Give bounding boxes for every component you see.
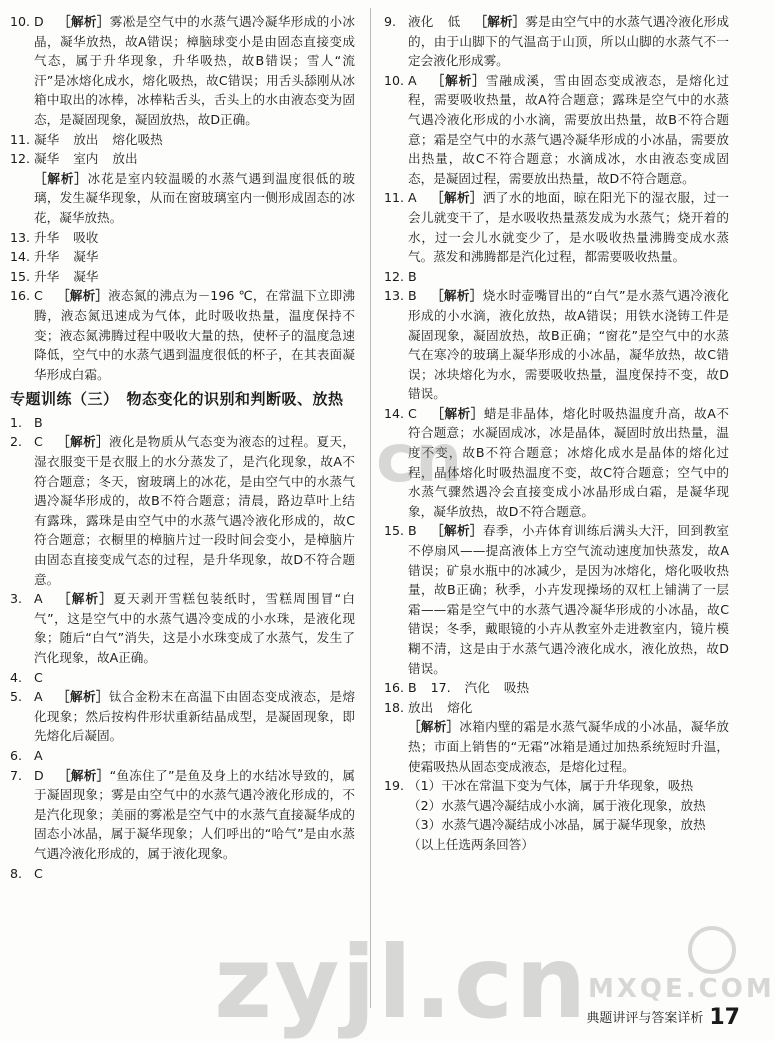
answer-choice: C — [34, 669, 43, 685]
answer-text: 雾是由空气中的水蒸气遇冷液化形成的，由于山脚下的气温高于山顶，所以山脚的水蒸气不一定会液化形成雾。 — [408, 14, 730, 69]
answer-item — [10, 687, 355, 746]
question-number: 4. — [10, 669, 23, 685]
fill-answer: 放出 — [408, 699, 434, 715]
answer-continuation — [384, 717, 729, 776]
answer-text: 雪融成溪，雪由固态变成液态，是熔化过程，需要吸收热量，故A符合题意；露珠是空气中的水蒸气遇冷液化形成的小水滴，需要放出热量，故B不符合题意；霜是空气中的水蒸气遇冷凝华形成的小冰晶，需要放出热量，故C不符合题意；水滴成冰，水由液态变成固态，是凝固过程，需要放出热量，故D不符合题意。 — [408, 72, 729, 186]
watermark-mid: cn — [376, 420, 463, 497]
answer-item — [384, 267, 729, 287]
answer-item — [10, 228, 355, 248]
watermark-site: MXQE.COM — [588, 974, 775, 1004]
analysis-tag: ［解析］ — [430, 523, 483, 539]
question-number: 8. — [10, 865, 23, 881]
question-number: 12. — [10, 151, 31, 167]
question-number: 6. — [10, 747, 23, 763]
fill-answer: 汽化 — [464, 680, 490, 696]
fill-answer: 放出 — [73, 131, 99, 147]
answer-item — [384, 404, 729, 522]
question-number: 11. — [384, 190, 405, 206]
answer-item — [10, 286, 355, 384]
analysis-tag: ［解析］ — [430, 190, 483, 206]
answer-choice: B — [408, 523, 417, 539]
answer-continuation — [10, 169, 355, 228]
answer-choice: A — [34, 591, 43, 607]
question-number: 13. — [10, 229, 31, 245]
question-number: 16. — [384, 680, 405, 696]
question-number: 19. — [384, 778, 405, 794]
answer-item — [10, 589, 355, 667]
left-column — [10, 12, 355, 883]
answer-item — [384, 286, 729, 404]
question-number: 16. — [10, 288, 31, 304]
analysis-tag: ［解析］ — [408, 719, 460, 735]
answer-choice: C — [34, 288, 43, 304]
answer-continuation — [384, 796, 729, 816]
page-number: 17 — [709, 1005, 740, 1030]
question-number: 11. — [10, 131, 31, 147]
answer-item — [10, 267, 355, 287]
answer-text: 钛合金粉末在高温下由固态变成液态，是熔化现象；然后按构件形状重新结晶成型，是凝固现象，即先熔化后凝固。 — [34, 689, 356, 744]
answer-choice: A — [408, 190, 417, 206]
answer-item — [10, 149, 355, 169]
analysis-tag: ［解析］ — [474, 14, 526, 29]
analysis-tag: ［解析］ — [56, 689, 109, 705]
answer-choice: B — [408, 288, 417, 304]
analysis-tag: ［解析］ — [430, 288, 483, 304]
analysis-tag: ［解析］ — [56, 434, 110, 450]
answer-text: （以上任选两条回答） — [408, 836, 534, 852]
answer-item — [10, 247, 355, 267]
fill-answer: 凝华 — [73, 249, 99, 265]
answer-choice: C — [34, 434, 43, 450]
question-number: 1. — [10, 414, 23, 430]
answer-item — [384, 678, 729, 698]
question-number: 18. — [384, 699, 405, 715]
section-heading: 专题训练（三） 物态变化的识别和判断吸、放热 — [10, 390, 344, 409]
answer-text: （2）水蒸气遇冷凝结成小水滴，属于液化现象，放热 — [408, 797, 706, 813]
column-divider — [370, 8, 371, 1008]
question-number: 9. — [384, 14, 397, 29]
fill-answer: 低 — [447, 14, 461, 29]
analysis-tag: ［解析］ — [56, 591, 114, 607]
answer-item — [10, 12, 355, 130]
fill-answer: 室内 — [73, 151, 99, 167]
answer-item — [384, 776, 729, 796]
fill-answer: 凝华 — [34, 131, 60, 147]
answer-text: 春季，小卉体育训练后满头大汗，回到教室不停扇风——提高液体上方空气流动速度加快蒸发，故A错误；矿泉水瓶中的冰减少，是因为冰熔化，熔化吸收热量，故B正确；秋季，小卉发现操场的双杠上铺满了一层霜——霜是空气中的水蒸气遇冷凝华形成的小冰晶，故C错误；冬季，戴眼镜的小卉从教室外走进教室内，镜片模糊不清，这是由于水蒸气遇冷液化成水，液化放热，故D错误。 — [408, 523, 730, 676]
right-column — [384, 12, 729, 855]
answer-choice: B — [408, 680, 417, 696]
answer-choice: D — [34, 767, 44, 783]
answer-choice: B — [34, 414, 43, 430]
fill-answer: 液化 — [408, 14, 434, 29]
question-number: 5. — [10, 689, 23, 705]
answer-text: 蜡是非晶体，熔化时吸热温度升高，故A不符合题意；水凝固成冰，冰是晶体，凝固时放出热量，温度不变，故B不符合题意；冰熔化成水是晶体的熔化过程，晶体熔化时吸热温度不变，故C符合题意；空气中的水蒸气骤然遇冷会直接变成小冰晶形成白霜，是凝华现象，凝华放热，故D不符合题意。 — [408, 405, 730, 519]
answer-item — [384, 521, 729, 678]
answer-item — [10, 432, 355, 589]
answer-text: 洒了水的地面，晾在阳光下的湿衣服，过一会儿就变干了，是水吸收热量蒸发成为水蒸气；烧开着的水，过一会儿水就变少了，是水吸收热量沸腾变成水蒸气。蒸发和沸腾都是汽化过程，都需要吸收热量。 — [408, 190, 730, 265]
question-number: 2. — [10, 434, 23, 450]
watermark-main: zyjl.cn — [214, 924, 589, 1041]
answer-item — [384, 71, 729, 189]
fill-answer: 吸收 — [73, 229, 99, 245]
question-number: 10. — [384, 72, 405, 88]
answer-choice: A — [34, 689, 43, 705]
page-footer — [586, 1005, 740, 1030]
answer-text: 冰花是室内较温暖的水蒸气遇到温度很低的玻璃，发生凝华现象，从而在窗玻璃室内一侧形成固态的冰花，凝华放热。 — [34, 170, 356, 225]
answer-item — [10, 864, 355, 884]
answer-text: （1）干冰在常温下变为气体，属于升华现象，吸热 — [408, 778, 694, 794]
analysis-tag: ［解析］ — [430, 405, 484, 421]
answer-item — [384, 188, 729, 266]
answer-item — [384, 12, 729, 71]
answer-text: 雾凇是空气中的水蒸气遇冷凝华形成的小冰晶，凝华放热，故A错误；樟脑球变小是由固态直接变成气态，属于升华现象，升华吸热，故B错误；雪人“流汗”是冰熔化成水，熔化吸热，故C错误；用舌头舔刚从冰箱中取出的冰棒，冰棒粘舌头，舌头上的水由液态变为固态，是凝固现象，凝固放热，故D正确。 — [34, 14, 356, 127]
fill-answer: 升华 — [34, 229, 60, 245]
answer-text: 冰箱内壁的霜是水蒸气凝华成的小冰晶，凝华放热；市面上销售的“无霜”冰箱是通过加热系统短时升温，使霜吸热从固态变成液态，是熔化过程。 — [408, 719, 730, 774]
fill-answer: 升华 — [34, 268, 60, 284]
fill-answer: 凝华 — [73, 268, 99, 284]
watermark-logo-icon — [688, 926, 736, 974]
fill-answer: 熔化吸热 — [112, 131, 163, 147]
answer-choice: A — [408, 72, 417, 88]
answer-text: “鱼冻住了”是鱼及身上的水结冰导致的，属于凝固现象；雾是由空气中的水蒸气遇冷液化形成的，不是汽化现象；美丽的雾凇是空气中的水蒸气直接凝华成的固态小冰晶，属于凝华现象；人们呼出的“哈气”是由水蒸气遇冷液化形成的，属于液化现象。 — [34, 767, 355, 861]
answer-text: 烧水时壶嘴冒出的“白气”是水蒸气遇冷液化形成的小水滴，液化放热，故A错误；用铁水浇铸工件是凝固现象，凝固放热，故B正确；“窗花”是空气中的水蒸气在寒冷的玻璃上凝华形成的小冰晶，凝华放热，故C错误；冰块熔化为水，需要吸收热量，温度保持不变，故D错误。 — [408, 288, 729, 402]
question-number: 10. — [10, 14, 31, 29]
answer-choice: C — [408, 405, 417, 421]
answer-text: 夏天剥开雪糕包装纸时，雪糕周围冒“白气”，这是空气中的水蒸气遇冷变成的小水珠，是液化现象；随后“白气”消失，这是小水珠变成了水蒸气，发生了汽化现象，故A正确。 — [34, 591, 356, 665]
question-number: 12. — [384, 268, 405, 284]
question-number: 17. — [430, 680, 451, 696]
question-number: 13. — [384, 288, 405, 304]
answer-continuation — [384, 815, 729, 835]
analysis-tag: ［解析］ — [57, 14, 110, 29]
fill-answer: 吸热 — [503, 680, 530, 696]
question-number: 14. — [10, 249, 31, 265]
answer-item — [10, 746, 355, 766]
question-number: 14. — [384, 405, 405, 421]
analysis-tag: ［解析］ — [56, 288, 109, 304]
analysis-tag: ［解析］ — [57, 767, 110, 783]
answer-continuation — [384, 835, 729, 855]
answer-text: （3）水蒸气遇冷凝结成小冰晶，属于凝华现象，放热 — [408, 817, 706, 833]
answer-text: 液态氮的沸点为－196 ℃，在常温下立即沸腾，液态氮迅速成为气体，此时吸收热量，温度保持不变；液态氮沸腾过程中吸收大量的热，使杯子的温度急速降低，空气中的水蒸气遇到温度很低的杯子，在其表面凝华形成白霜。 — [34, 288, 356, 382]
answer-choice: D — [34, 14, 44, 29]
answer-item — [10, 766, 355, 864]
answer-choice: A — [34, 747, 43, 763]
fill-answer: 熔化 — [447, 699, 473, 715]
answer-text: 液化是物质从气态变为液态的过程。夏天，湿衣服变干是衣服上的水分蒸发了，是汽化现象，故A不符合题意；冬天，窗玻璃上的冰花，是由空气中的水蒸气遇冷凝华形成的，故B不符合题意；清晨，路边草叶上结有露珠，露珠是由空气中的水蒸气遇冷液化形成的，故C符合题意；衣橱里的樟脑片过一段时间会变小，是樟脑片由固态直接变成气态的过程，是升华现象，故D不符合题意。 — [34, 434, 356, 587]
question-number: 15. — [384, 523, 405, 539]
fill-answer: 放出 — [112, 151, 138, 167]
answer-choice: B — [408, 268, 417, 284]
question-number: 3. — [10, 591, 23, 607]
analysis-tag: ［解析］ — [34, 170, 88, 186]
fill-answer: 升华 — [34, 249, 60, 265]
answer-item — [384, 698, 729, 718]
question-number: 15. — [10, 268, 31, 284]
answer-item — [10, 413, 355, 433]
fill-answer: 凝华 — [34, 151, 60, 167]
footer-title: 典题讲评与答案详析 — [586, 1011, 704, 1026]
answer-item — [10, 130, 355, 150]
answer-item — [10, 668, 355, 688]
answer-choice: C — [34, 865, 43, 881]
analysis-tag: ［解析］ — [430, 72, 486, 88]
question-number: 7. — [10, 767, 23, 783]
